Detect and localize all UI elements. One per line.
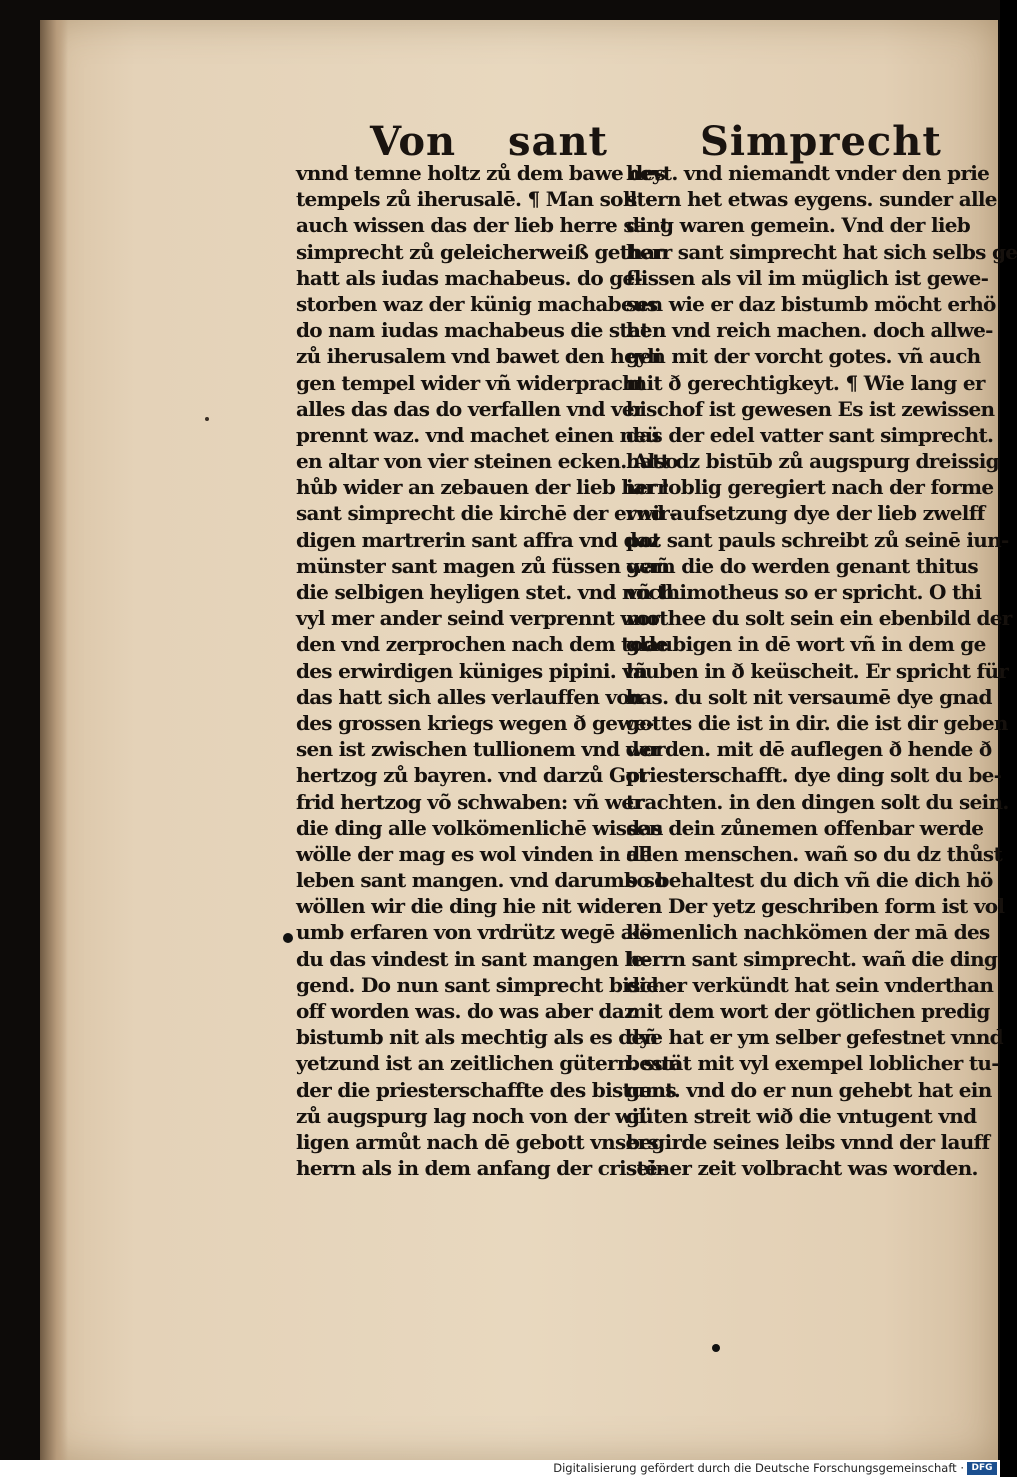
- text-line: vnnd temne holtz zů dem bawe des: [296, 161, 666, 185]
- running-head-right: Simprecht: [700, 118, 942, 165]
- text-line: ren Der yetz geschriben form ist vol: [626, 894, 1005, 919]
- text-line: gent. vnd do er nun gehebt hat ein: [626, 1077, 992, 1102]
- text-line: herr sant simprecht hat sich selbs ge: [626, 239, 1017, 264]
- text-line: heyt. vnd niemandt vnder den prie: [626, 161, 990, 185]
- running-head-left-word1: Von: [370, 118, 457, 165]
- text-line: sen wie er daz bistumb möcht erhö: [626, 291, 996, 316]
- text-line: pot sant pauls schreibt zů seinē iun-: [626, 527, 1009, 552]
- text-line: den vnd zerprochen nach dem tode: [296, 632, 668, 657]
- text-line: umb erfaren von vrdrütz wegē als: [296, 920, 651, 945]
- text-line: des grossen kriegs wegen ð gewe-: [296, 710, 654, 735]
- text-line: ligen armůt nach dē gebott vnsers: [296, 1129, 658, 1154]
- text-line: frid hertzog võ schwaben: vñ wer: [296, 789, 644, 814]
- text-line: zů iherusalem vnd bawet den heyli: [296, 344, 661, 369]
- text-line: mothee du solt sein ein ebenbild der: [626, 606, 1012, 631]
- text-line: das hatt sich alles verlauffen von: [296, 684, 643, 709]
- dfg-logo: DFG: [967, 1462, 997, 1475]
- text-line: so behaltest du dich vñ die dich hö: [626, 868, 993, 893]
- text-line: die ding alle volkömenlichē wissen: [296, 815, 663, 840]
- text-line: vñ thimotheus so er spricht. O thi: [626, 580, 982, 604]
- text-line: priesterschafft. dye ding solt du be-: [626, 763, 1002, 788]
- text-column-left: [296, 160, 682, 1181]
- text-line: seiner zeit volbracht was worden.: [626, 1156, 978, 1181]
- text-line: hertzog zů bayren. vnd darzů Got: [296, 763, 647, 788]
- text-line: die er verkündt hat sein vnderthan: [626, 972, 994, 997]
- text-line: leben sant mangen. vnd darumb so: [296, 868, 667, 893]
- ink-spot: [712, 1344, 720, 1352]
- text-line: herrn sant simprecht. wañ die ding: [626, 946, 998, 971]
- text-line: bestät mit vyl exempel loblicher tu-: [626, 1051, 999, 1076]
- text-line: digen martrerin sant affra vnd daz: [296, 527, 660, 552]
- page-gutter-shadow: [40, 20, 68, 1460]
- text-line: bas. du solt nit versaumē dye gnad: [626, 684, 992, 709]
- text-line: off worden was. do was aber daz: [296, 999, 635, 1023]
- text-line: das der edel vatter sant simprecht.: [626, 422, 994, 447]
- text-line: worden. mit dē auflegen ð hende ð: [626, 737, 992, 762]
- text-line: kömenlich nachkömen der mā des: [626, 920, 990, 945]
- text-line: do nam iudas machabeus die stat: [296, 318, 649, 343]
- text-line: sant simprecht die kirchē der erwir-: [296, 501, 677, 526]
- text-line: bistumb nit als mechtig als es deñ: [296, 1025, 658, 1050]
- text-line: hatt als iudas machabeus. do ge-: [296, 265, 643, 290]
- text-line: sen ist zwischen tullionem vnd der: [296, 737, 661, 762]
- text-line: flissen als vil im müglich ist gewe-: [626, 265, 989, 290]
- ink-spot: [205, 417, 209, 421]
- text-line: ding waren gemein. Vnd der lieb: [626, 213, 971, 238]
- text-line: alles das das do verfallen vnd ver: [296, 396, 644, 421]
- text-line: gen tempel wider vñ widerpracht: [296, 370, 645, 395]
- text-line: die selbigen heyligen stet. vnd noch: [296, 580, 674, 604]
- text-line: hen vnd reich machen. doch allwe-: [626, 318, 993, 343]
- text-line: yetzund ist an zeitlichen gütern. sun: [296, 1051, 682, 1076]
- text-line: begirde seines leibs vnnd der lauff: [626, 1129, 990, 1154]
- text-line: dye hat er ym selber gefestnet vnnd: [626, 1025, 1003, 1050]
- text-line: mit dem wort der götlichen predig: [626, 999, 990, 1023]
- text-column-right: [626, 160, 1017, 1181]
- text-line: der die priesterschaffte des bistums: [296, 1077, 676, 1102]
- text-line: du das vindest in sant mangen le-: [296, 946, 652, 971]
- text-line: gend. Do nun sant simprecht bisch-: [296, 972, 673, 997]
- running-head-left-word2: sant: [508, 118, 608, 165]
- digitization-credit: Digitalisierung gefördert durch die Deutsche Forschungsgemeinschaft ·: [553, 1461, 964, 1475]
- text-line: zů augspurg lag noch von der wil: [296, 1103, 646, 1128]
- text-line: güten streit wið die vntugent vnd: [626, 1103, 977, 1128]
- text-line: hůb wider an zebauen der lieb herr: [296, 475, 667, 500]
- text-line: iar loblig geregiert nach der forme: [626, 475, 994, 500]
- text-line: gern die do werden genant thitus: [626, 553, 978, 578]
- text-line: prennt waz. vnd machet einen neü: [296, 422, 660, 447]
- text-line: mit ð gerechtigkeyt. ¶ Wie lang er: [626, 370, 985, 395]
- text-line: stern het etwas eygens. sunder alle: [626, 187, 997, 212]
- text-line: lauben in ð keüscheit. Er spricht für: [626, 658, 1009, 683]
- text-line: gen mit der vorcht gotes. vñ auch: [626, 344, 981, 369]
- text-line: vyl mer ander seind verprennt wor: [296, 606, 660, 631]
- text-line: münster sant magen zů füssen wañ: [296, 553, 670, 578]
- text-line: wöllen wir die ding hie nit wider-: [296, 894, 644, 919]
- text-line: storben waz der künig machabeus: [296, 291, 658, 316]
- text-line: gottes die ist in dir. die ist dir geben: [626, 710, 1008, 735]
- ink-spot: [283, 933, 293, 943]
- text-line: bischof ist gewesen Es ist zewissen: [626, 396, 995, 421]
- text-line: simprecht zů geleicherweiß gethan: [296, 239, 669, 264]
- text-line: allen menschen. wañ so du dz thůst: [626, 841, 1003, 866]
- text-line: glaubigen in dē wort vñ in dem ge: [626, 632, 986, 657]
- text-line: vnd aufsetzung dye der lieb zwelff: [626, 501, 985, 526]
- text-line: hatt dz bistūb zů augspurg dreissig: [626, 449, 999, 474]
- text-line: herrn als in dem anfang der cristē-: [296, 1156, 665, 1181]
- text-line: trachten. in den dingen solt du sein.: [626, 789, 1009, 814]
- text-line: des erwirdigen küniges pipini. vñ: [296, 658, 648, 683]
- text-line: en altar von vier steinen ecken. Also: [296, 449, 678, 474]
- text-line: auch wissen das der lieb herre sant: [296, 213, 669, 238]
- text-line: das dein zůnemen offenbar werde: [626, 815, 984, 840]
- text-line: wölle der mag es wol vinden in dē: [296, 841, 652, 866]
- text-line: tempels zů iherusalē. ¶ Man soll: [296, 187, 637, 212]
